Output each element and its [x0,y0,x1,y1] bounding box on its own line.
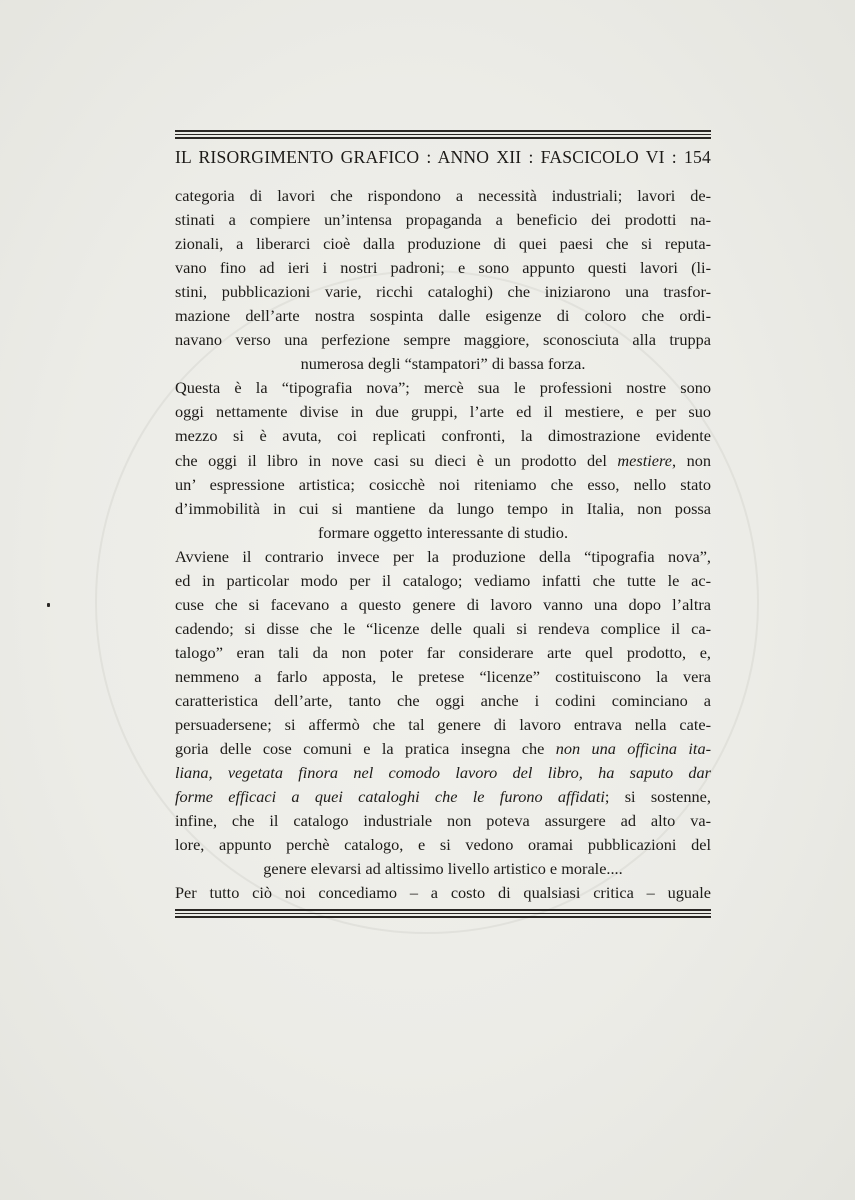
paragraph-end-line: formare oggetto interessante di studio. [317,522,569,542]
bottom-triple-rule [175,909,711,918]
text-line [175,785,711,809]
text-span: che oggi il libro in nove casi su dieci è un prodotto del [175,450,607,470]
text-line: ed in particolar modo per il catalogo; vediamo infatti che tutte le ac- [175,570,711,590]
text-line: stini, pubblicazioni varie, ricchi cataloghi) che iniziarono una trasfor- [175,282,711,302]
text-line: cadendo; si disse che le “licenze delle quali si rendeva complice il ca- [175,618,711,638]
italic-span: non una officina ita- [555,739,712,759]
paragraph-end-line: numerosa degli “stampatori” di bassa forza. [300,354,586,374]
text-line: navano verso una perfezione sempre maggiore, sconosciuta alla truppa [175,330,711,350]
text-line: oggi nettamente divise in due gruppi, l’arte ed il mestiere, e per suo [175,402,711,422]
text-line: vano fino ad ieri i nostri padroni; e sono appunto questi lavori (li- [175,258,711,278]
text-line: infine, che il catalogo industriale non poteva assurgere ad alto va- [175,811,711,831]
italic-span: mestiere [617,450,672,470]
text-line: caratteristica dell’arte, tanto che oggi anche i codini cominciano a [175,690,711,710]
text-line [175,737,711,761]
text-line: nemmeno a farlo apposta, le pretese “licenze” costituiscono la vera [175,666,711,686]
text-line: stinati a compiere un’intensa propaganda a beneficio dei prodotti na- [175,210,711,230]
text-line: Questa è la “tipografia nova”; mercè sua le professioni nostre sono [175,378,711,398]
text-line: un’ espressione artistica; cosicchè noi riteniamo che esso, nello stato [175,474,711,494]
text-line: lore, appunto perchè catalogo, e si vedono oramai pubblicazioni del [175,835,711,855]
text-line: mazione dell’arte nostra sospinta dalle esigenze di coloro che ordi- [175,306,711,326]
text-line: zionali, a liberarci cioè dalla produzione di quei paesi che si reputa- [175,234,711,254]
body-text [175,184,711,905]
text-line: talogo” eran tali da non poter far considerare arte quel prodotto, e, [175,642,711,662]
text-line: d’immobilità in cui si mantiene da lungo tempo in Italia, non possa [175,498,711,518]
text-span: goria delle cose comuni e la pratica insegna che [175,739,545,759]
text-line [175,449,711,473]
top-triple-rule [175,130,711,139]
ink-speck [47,603,50,607]
italic-span: forme efficaci a quei cataloghi che le furono affidati [175,787,605,807]
text-line: mezzo si è avuta, coi replicati confronti, la dimostrazione evidente [175,426,711,446]
text-line: persuadersene; si affermò che tal genere di lavoro entrava nella cate- [175,715,711,735]
text-span: , non [671,450,711,470]
text-line: Per tutto ciò noi concediamo – a costo di qualsiasi critica – uguale [175,883,711,903]
text-span: ; si sostenne, [604,787,711,807]
italic-line: liana, vegetata finora nel comodo lavoro del libro, ha saputo dar [175,763,711,783]
text-line: categoria di lavori che rispondono a necessità industriali; lavori de- [175,186,711,205]
paragraph-end-line: genere elevarsi ad altissimo livello artistico e morale.... [263,859,623,879]
running-head: IL RISORGIMENTO GRAFICO : ANNO XII : FASCICOLO VI : 154 [175,147,711,167]
text-line: cuse che si facevano a questo genere di lavoro vanno una dopo l’altra [175,594,711,614]
text-line: Avviene il contrario invece per la produzione della “tipografia nova”, [175,546,711,566]
